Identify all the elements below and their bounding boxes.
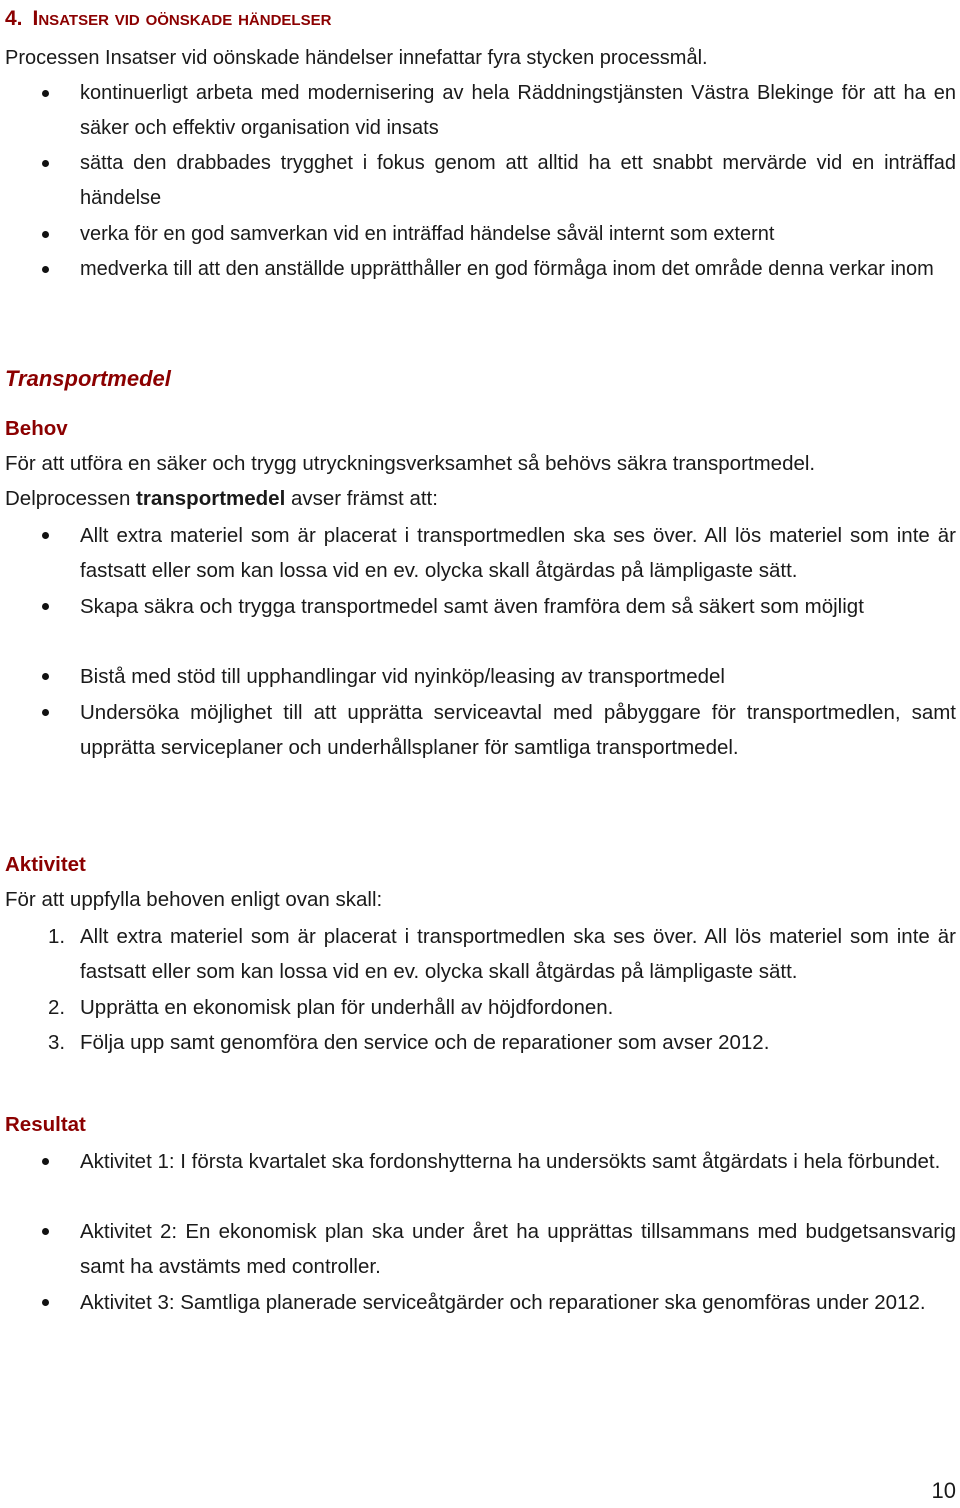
resultat-bullet-item: Aktivitet 1: I första kvartalet ska fordonshytterna ha undersökts samt åtgärdats i hela förbundet. [80, 1150, 941, 1173]
resultat-bullet-item: Aktivitet 2: En ekonomisk plan ska under året ha upprättas tillsammans med budgetsansvarig samt ha avstämts med controller. [80, 1220, 956, 1279]
page-number: 10 [931, 1478, 956, 1503]
transport-bullet-item: Bistå med stöd till upphandlingar vid nyinköp/leasing av transportmedel [80, 665, 725, 688]
list-number: 2. [48, 996, 66, 1019]
bullet-icon [42, 160, 49, 167]
delprocess-prefix: Delprocessen [5, 487, 137, 510]
section-number: 4. [5, 7, 23, 30]
bullet-icon [42, 603, 49, 610]
aktivitet-item: Allt extra materiel som är placerat i transportmedlen ska ses över. All lös materiel som inte är fastsatt eller som kan lossa vid en ev. olycka skall åtgärdas på lämpligaste sätt. [80, 925, 956, 984]
aktivitet-intro: För att uppfylla behoven enligt ovan skall: [5, 888, 383, 911]
aktivitet-item: Följa upp samt genomföra den service och de reparationer som avser 2012. [80, 1031, 770, 1054]
behov-paragraph: För att utföra en säker och trygg utryckningsverksamhet så behövs säkra transportmedel. [5, 452, 816, 475]
section-heading [5, 6, 331, 32]
list-number: 1. [48, 925, 66, 948]
transport-bullet-item: Skapa säkra och trygga transportmedel samt även framföra dem så säkert som möjligt [80, 595, 864, 618]
intro-paragraph: Processen Insatser vid oönskade händelser innefattar fyra stycken processmål. [5, 47, 708, 69]
delprocess-bold: transportmedel [136, 487, 286, 510]
goal-item: sätta den drabbades trygghet i fokus genom att alltid ha ett snabbt mervärde vid en inträffad händelse [80, 152, 956, 210]
transport-bullet-item: Allt extra materiel som är placerat i transportmedlen ska ses över. All lös materiel som inte är fastsatt eller som kan lossa vid en ev. olycka skall åtgärdas på lämpligaste sätt. [80, 524, 956, 583]
goal-item: verka för en god samverkan vid en inträffad händelse såväl internt som externt [80, 223, 775, 245]
transport-heading: Transportmedel [5, 366, 171, 391]
resultat-heading: Resultat [5, 1113, 86, 1136]
aktivitet-item: Upprätta en ekonomisk plan för underhåll av höjdfordonen. [80, 996, 614, 1019]
bullet-icon [42, 673, 49, 680]
bullet-icon [42, 266, 49, 273]
section-title: Insatser vid oönskade händelser [32, 7, 332, 30]
bullet-icon [42, 1158, 49, 1165]
delprocess-paragraph [5, 486, 438, 512]
delprocess-suffix: avser främst att: [285, 487, 438, 510]
transport-bullet-item: Undersöka möjlighet till att upprätta serviceavtal med påbyggare för transportmedlen, samt upprätta serviceplaner och underhållsplaner för samtliga transportmedel. [80, 701, 956, 760]
goal-item: medverka till att den anställde upprätthåller en god förmåga inom det område denna verkar inom [80, 258, 934, 280]
bullet-icon [42, 1299, 49, 1306]
aktivitet-heading: Aktivitet [5, 853, 86, 876]
behov-heading: Behov [5, 417, 68, 440]
list-number: 3. [48, 1031, 66, 1054]
bullet-icon [42, 1228, 49, 1235]
bullet-icon [42, 532, 49, 539]
bullet-icon [42, 709, 49, 716]
bullet-icon [42, 90, 49, 97]
resultat-bullet-item: Aktivitet 3: Samtliga planerade serviceåtgärder och reparationer ska genomföras under 2012. [80, 1291, 926, 1314]
bullet-icon [42, 231, 49, 238]
goal-item: kontinuerligt arbeta med modernisering av hela Räddningstjänsten Västra Blekinge för att ha en säker och effektiv organisation vid insats [80, 82, 956, 140]
